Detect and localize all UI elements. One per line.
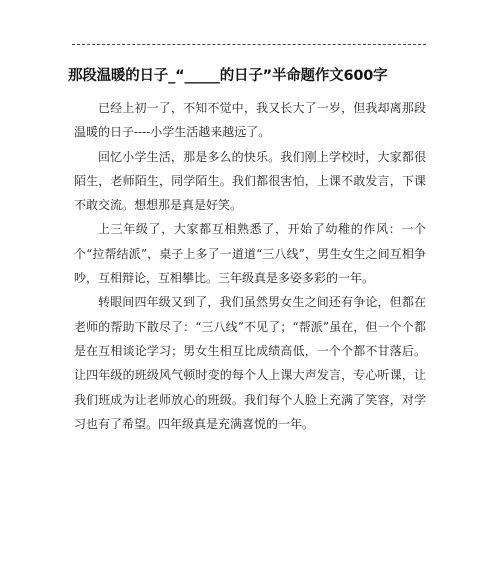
header-divider: [72, 44, 426, 45]
document-body: [74, 96, 426, 436]
paragraph: 已经上初一了，不知不觉中，我又长大了一岁，但我却离那段温暖的日子----小学生活越来越远了。: [74, 101, 426, 140]
paragraph: 上三年级了，大家都互相熟悉了，开始了幼稚的作风：一个个“拉帮结派”，桌子上多了一道道“三八线”，男生女生之间互相争吵，互相辩论，互相攀比。三年级真是多姿多彩的一年。: [74, 222, 426, 286]
paragraph: 回忆小学生活，那是多么的快乐。我们刚上学校时，大家都很陌生，老师陌生，同学陌生。我们都很害怕，上课不敢发言，下课不敢交流。想想那是真是好笑。: [74, 149, 426, 213]
document-title: 那段温暖的日子_“_____的日子”半命题作文600字: [68, 68, 388, 84]
paragraph: 转眼间四年级又到了，我们虽然男女生之间还有争论，但都在老师的帮助下散尽了：“三八线”不见了；“帮派”虽在，但一个个都是在互相谈论学习；男女生相互比成绩高低，一个个都不甘落后。让四年级的班级风气顿时变的每个人上课大声发言，专心听课，让我们班成为让老师放心的班级。我们每个人脸上充满了笑容，对学习也有了希望。四年级真是充满喜悦的一年。: [74, 295, 426, 431]
